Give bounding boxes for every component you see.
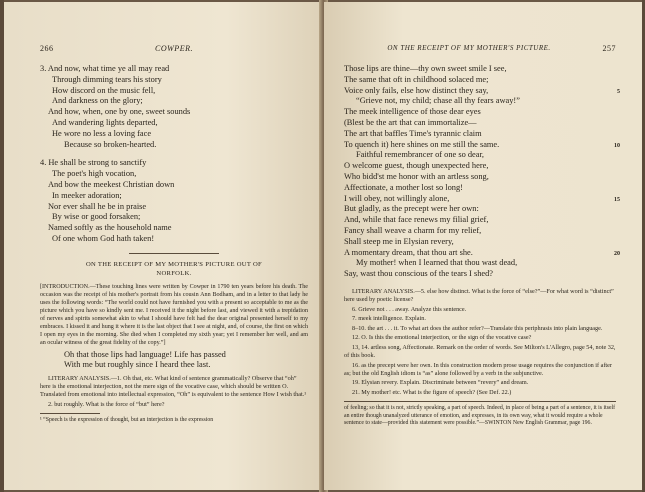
footnote: ¹ “Speech is the expression of thought, but an interjection is the expression [40,416,214,423]
analysis-note: 7. meek intelligence. Explain. [352,315,426,323]
stanza-4 [40,158,308,244]
verse-line: And how, when, one by one, sweet sounds [48,107,191,117]
verse-line: Nor ever shall he be in praise [48,201,147,211]
page-number: 266 [40,44,54,53]
line-number: 15 [614,196,620,203]
verse-line: To quench it) here shines on me still the same. 10 [344,140,616,151]
verse-line: And wandering lights departed, [52,117,158,127]
right-page [324,2,642,490]
verse-line: Of one whom God hath taken! [52,233,155,243]
analysis-note: 2. but roughly. What is the force of “but” here? [48,400,165,408]
analysis-note: 21. My mother! etc. What is the figure of speech? (See Def. 22.) [352,388,512,396]
verse-line: 4. He shall be strong to sanctify [40,158,147,168]
line-number: 20 [614,250,620,257]
verse-line: Affectionate, a mother lost so long! [344,182,463,192]
footnote-rule [344,401,616,402]
verse-line: I will obey, not willingly alone, 15 [344,194,616,205]
verse-line: O welcome guest, though unexpected here, [344,161,489,171]
verse-line: The same that oft in childhood solaced me; [344,74,489,84]
verse-line: The art that baffles Time's tyrannic claim [344,128,482,138]
verse-line: The meek intelligence of those dear eyes [344,107,481,117]
footnote-rule [40,413,100,414]
analysis-note: 19. Elysian revery. Explain. Discriminate between “revery” and dream. [352,379,529,387]
verse-line: But gladly, as the precept were her own: [344,204,479,214]
line-number: 5 [617,88,620,95]
verse-line: And bow the meekest Christian down [48,179,175,189]
verse-line: My mother! when I learned that thou wast dead, [356,258,518,268]
verse-line: And, while that face renews my filial grief, [344,215,489,225]
verse-line: Shall steep me in Elysian revery, [344,236,454,246]
verse-line: By wise or good forsaken; [52,212,141,222]
page-number: 257 [602,44,616,53]
verse-line: A momentary dream, that thou art she. 20 [344,248,616,259]
introduction: [INTRODUCTION.—These touching lines were written by Cowper in 1790 ten years before his death. The occasion was the receipt of his mother's portrait from his cousin Ann Bodham, and in a letter to that lady he uses the following words: “The world could not have furnished you with a present so acceptable to me as the picture which you have so kindly sent me. I received it the night before last, and viewed it with a trepidation of nerves and spirits somewhat akin to what I should have felt had the dear original presented herself to my embraces. I kissed it and hung it where it is the last object that I see at night, and, of course, the first on which I open my eyes in the morning. She died when I completed my sixth year; yet I remember her well, and am an ocular witness of the great fidelity of the copy.”] [40,283,308,347]
verse-line: “Grieve not, my child; chase all thy fears away!” [356,96,520,106]
verse-line: And darkness on the glory; [52,96,143,106]
literary-analysis [344,288,616,397]
analysis-note: 8–10. the art . . . it. To what art does the author refer?—Translate this periphrasis into plain language. [352,324,603,332]
verse-line: Who bidd'st me honor with an artless song, [344,171,489,181]
opening-lines [40,350,308,372]
analysis-note: LITERARY ANALYSIS.—5. else how distinct. What is the force of “else?”—For what word is “distinct” here used by poetic license? [344,287,614,304]
running-title: ON THE RECEIPT OF MY MOTHER'S PICTURE. [387,44,551,52]
stanza-3 [40,64,308,150]
section-title: ON THE RECEIPT OF MY MOTHER'S PICTURE OUT OF NORFOLK. [85,260,263,277]
verse-line: With me but roughly since I heard thee last. [64,360,211,370]
footnote-continuation: of feeling; so that it is not, strictly speaking, a part of speech. Indeed, in place of being a part of a sentence, it is itself an entire though unanalyzed utterance of emotion, and expresses, in its own way, what it would require a whole sentence to state—provided this statement were possible.”—SWINTON New English Grammar, page 196. [344,405,616,427]
verse-line: Those lips are thine—thy own sweet smile I see, [344,64,507,73]
poem-lines [344,64,620,280]
verse-line: Faithful remembrancer of one so dear, [356,150,485,160]
analysis-note: 16. as the precept were her own. In this construction modern prose usage requires the conjunction if after as; but the old English idiom is “as” alone followed by a verb in the subjunctive. [344,361,612,377]
analysis-note: 13, 14. artless song, Affectionate. Remark on the order of words. See Milton's L'Allegro, page 54, note 32, of this book. [344,344,616,360]
verse-line: Oh that those lips had language! Life has passed [64,349,226,359]
verse-line: (Blest be the art that can immortalize— [344,117,477,127]
analysis-note: 6. Grieve not . . . away. Analyze this sentence. [352,305,467,313]
section-divider [129,253,219,254]
verse-line: Named softly as the household name [48,223,172,233]
verse-line: 3. And now, what time ye all may read [40,64,170,73]
verse-line: Fancy shall weave a charm for my relief, [344,225,482,235]
verse-line: In meeker adoration; [52,190,122,200]
analysis-note: 12. O. Is this the emotional interjection, or the sign of the vocative case? [352,334,532,342]
verse-line: The poet's high vocation, [52,169,137,179]
book-spread [4,0,642,492]
analysis-note: LITERARY ANALYSIS.—1. Oh that, etc. What kind of sentence grammatically? Observe that “oh” here is the emotional interjection, not the mere sign of the vocative case, which should be written O. Translated from emotional into intellectual expression, “Oh” is equivalent to the sentence How I wish that.¹ [40,375,307,399]
line-number: 10 [614,142,620,149]
verse-line: Through dimming tears his story [52,74,162,84]
running-title: COWPER. [155,44,193,53]
verse-line: Say, wast thou conscious of the tears I shed? [344,269,494,279]
left-header [40,44,308,58]
verse-line: Because so broken-hearted. [64,139,157,149]
verse-line: He wore no less a loving face [52,128,152,138]
verse-line: How discord on the music fell, [52,85,156,95]
verse-line: Voice only fails, else how distinct they say, 5 [344,86,616,97]
literary-analysis [40,375,308,409]
right-header [344,44,616,58]
left-page [4,2,322,490]
